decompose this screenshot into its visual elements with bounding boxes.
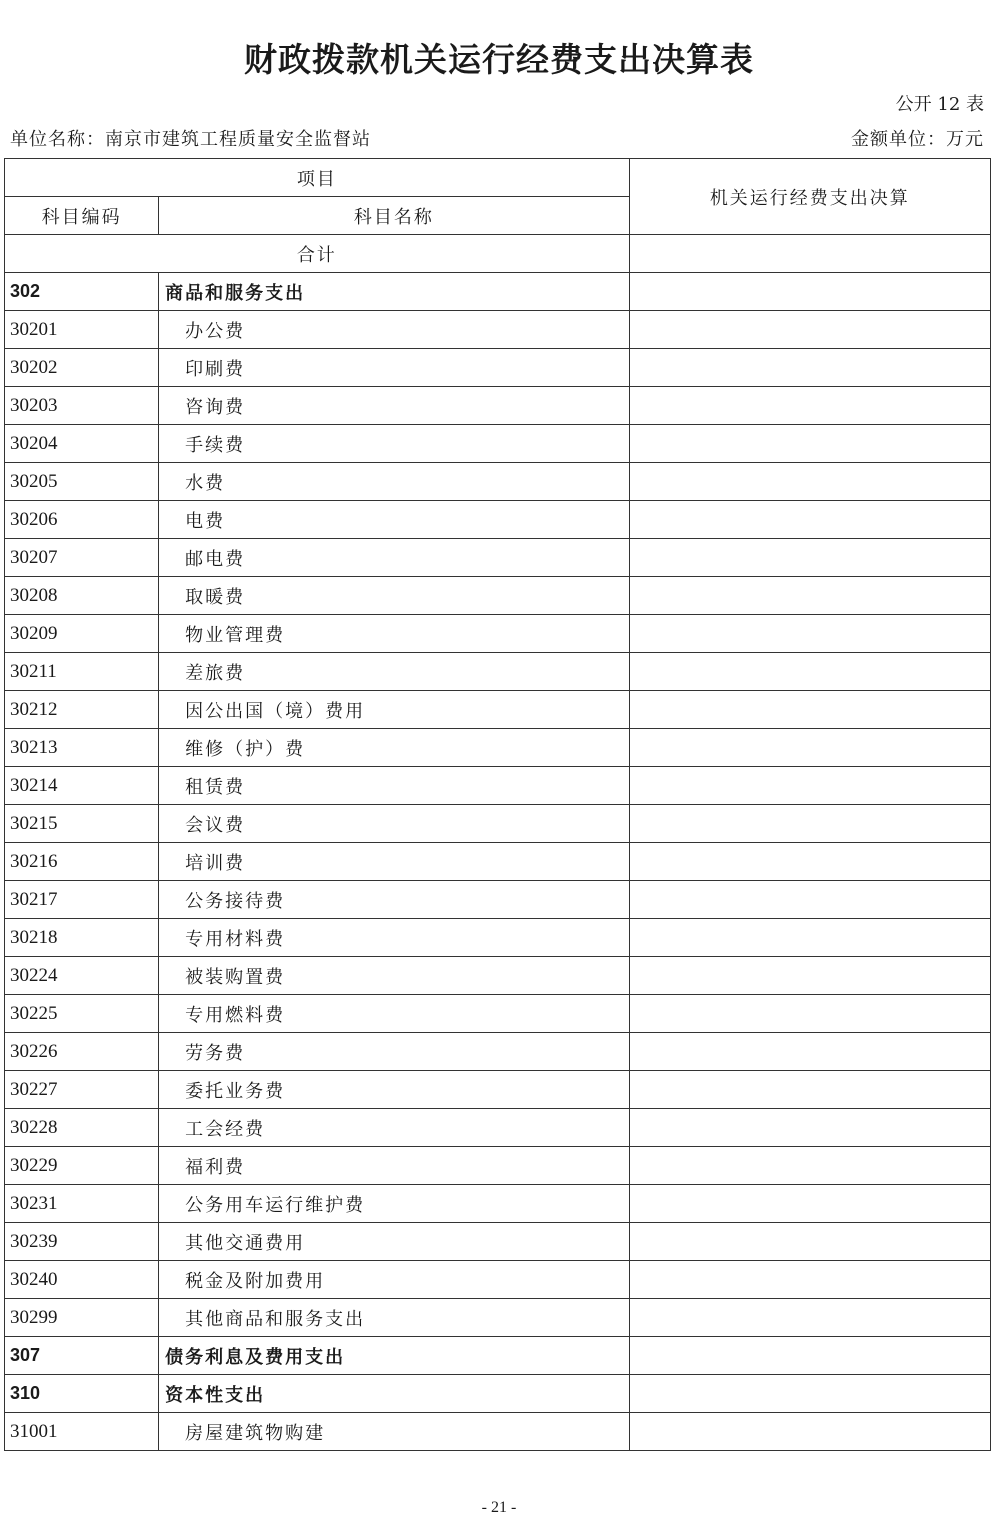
subject-code: 310 xyxy=(5,1375,159,1413)
subject-name: 公务接待费 xyxy=(159,881,629,919)
subject-code: 30201 xyxy=(5,311,159,349)
subject-name: 专用燃料费 xyxy=(159,995,629,1033)
subject-name: 专用材料费 xyxy=(159,919,629,957)
subject-code: 30215 xyxy=(5,805,159,843)
amount-cell xyxy=(629,539,990,577)
subject-name: 因公出国（境）费用 xyxy=(159,691,629,729)
subject-name: 维修（护）费 xyxy=(159,729,629,767)
subject-code: 30207 xyxy=(5,539,159,577)
subject-name: 债务利息及费用支出 xyxy=(159,1337,629,1375)
subject-name: 租赁费 xyxy=(159,767,629,805)
subject-name: 取暖费 xyxy=(159,577,629,615)
table-row xyxy=(5,1413,991,1451)
amount-cell xyxy=(629,1261,990,1299)
table-row xyxy=(5,729,991,767)
subject-name: 工会经费 xyxy=(159,1109,629,1147)
subject-code: 31001 xyxy=(5,1413,159,1451)
header-amount: 机关运行经费支出决算 xyxy=(629,159,990,235)
subject-code: 30214 xyxy=(5,767,159,805)
table-row xyxy=(5,957,991,995)
subject-code: 30217 xyxy=(5,881,159,919)
amount-cell xyxy=(629,729,990,767)
total-amount xyxy=(629,235,990,273)
total-row xyxy=(5,235,991,273)
subject-code: 307 xyxy=(5,1337,159,1375)
table-row xyxy=(5,1299,991,1337)
subject-name: 物业管理费 xyxy=(159,615,629,653)
form-number: 公开 12 表 xyxy=(895,94,984,115)
table-row xyxy=(5,767,991,805)
unit-info-line xyxy=(10,125,984,151)
amount-cell xyxy=(629,653,990,691)
unit-name: 单位名称：南京市建筑工程质量安全监督站 xyxy=(10,129,371,150)
subject-code: 30209 xyxy=(5,615,159,653)
table-row xyxy=(5,843,991,881)
amount-cell xyxy=(629,1147,990,1185)
table-row xyxy=(5,1071,991,1109)
amount-cell xyxy=(629,691,990,729)
amount-cell xyxy=(629,919,990,957)
header-row-1 xyxy=(5,159,991,197)
subject-code: 30202 xyxy=(5,349,159,387)
subject-name: 资本性支出 xyxy=(159,1375,629,1413)
subject-code: 30224 xyxy=(5,957,159,995)
table-row xyxy=(5,463,991,501)
subject-name: 商品和服务支出 xyxy=(159,273,629,311)
subject-code: 30205 xyxy=(5,463,159,501)
subject-name: 房屋建筑物购建 xyxy=(159,1413,629,1451)
table-row xyxy=(5,349,991,387)
subject-name: 被装购置费 xyxy=(159,957,629,995)
subject-name: 税金及附加费用 xyxy=(159,1261,629,1299)
subject-code: 30226 xyxy=(5,1033,159,1071)
amount-cell xyxy=(629,1375,990,1413)
amount-cell xyxy=(629,1223,990,1261)
header-name: 科目名称 xyxy=(159,197,629,235)
total-label: 合计 xyxy=(5,235,630,273)
subject-name: 电费 xyxy=(159,501,629,539)
table-row xyxy=(5,1375,991,1413)
subject-code: 30204 xyxy=(5,425,159,463)
amount-cell xyxy=(629,349,990,387)
table-row xyxy=(5,539,991,577)
subject-code: 30225 xyxy=(5,995,159,1033)
subject-name: 手续费 xyxy=(159,425,629,463)
amount-cell xyxy=(629,1033,990,1071)
amount-cell xyxy=(629,387,990,425)
subject-code: 30213 xyxy=(5,729,159,767)
subject-code: 302 xyxy=(5,273,159,311)
amount-cell xyxy=(629,463,990,501)
table-row xyxy=(5,425,991,463)
amount-cell xyxy=(629,577,990,615)
subject-name: 水费 xyxy=(159,463,629,501)
subject-code: 30227 xyxy=(5,1071,159,1109)
subject-name: 差旅费 xyxy=(159,653,629,691)
subject-name: 会议费 xyxy=(159,805,629,843)
table-row xyxy=(5,1185,991,1223)
subject-code: 30231 xyxy=(5,1185,159,1223)
table-row xyxy=(5,1033,991,1071)
table-row xyxy=(5,577,991,615)
table-row xyxy=(5,805,991,843)
subject-code: 30203 xyxy=(5,387,159,425)
page-title: 财政拨款机关运行经费支出决算表 xyxy=(244,40,754,79)
amount-cell xyxy=(629,1299,990,1337)
table-row xyxy=(5,1337,991,1375)
table-row xyxy=(5,1223,991,1261)
subject-code: 30228 xyxy=(5,1109,159,1147)
amount-cell xyxy=(629,615,990,653)
table-row xyxy=(5,273,991,311)
table-row xyxy=(5,387,991,425)
amount-cell xyxy=(629,767,990,805)
subject-code: 30229 xyxy=(5,1147,159,1185)
subject-name: 办公费 xyxy=(159,311,629,349)
table-row xyxy=(5,995,991,1033)
amount-cell xyxy=(629,1071,990,1109)
table-row xyxy=(5,919,991,957)
subject-code: 30239 xyxy=(5,1223,159,1261)
amount-cell xyxy=(629,881,990,919)
table-row xyxy=(5,501,991,539)
amount-cell xyxy=(629,311,990,349)
subject-code: 30212 xyxy=(5,691,159,729)
subject-code: 30299 xyxy=(5,1299,159,1337)
amount-cell xyxy=(629,805,990,843)
table-row xyxy=(5,1261,991,1299)
amount-cell xyxy=(629,501,990,539)
subject-name: 咨询费 xyxy=(159,387,629,425)
amount-cell xyxy=(629,957,990,995)
subject-name: 其他交通费用 xyxy=(159,1223,629,1261)
subject-code: 30208 xyxy=(5,577,159,615)
amount-cell xyxy=(629,1109,990,1147)
table-row xyxy=(5,615,991,653)
subject-name: 印刷费 xyxy=(159,349,629,387)
subject-name: 邮电费 xyxy=(159,539,629,577)
amount-cell xyxy=(629,1185,990,1223)
subject-code: 30216 xyxy=(5,843,159,881)
expense-table xyxy=(4,158,991,1451)
table-row xyxy=(5,691,991,729)
subject-name: 劳务费 xyxy=(159,1033,629,1071)
table-row xyxy=(5,881,991,919)
subject-name: 其他商品和服务支出 xyxy=(159,1299,629,1337)
table-row xyxy=(5,653,991,691)
amount-cell xyxy=(629,1337,990,1375)
subject-name: 培训费 xyxy=(159,843,629,881)
amount-cell xyxy=(629,1413,990,1451)
amount-unit: 金额单位：万元 xyxy=(851,129,984,150)
table-row xyxy=(5,1109,991,1147)
amount-cell xyxy=(629,273,990,311)
amount-cell xyxy=(629,995,990,1033)
table-row xyxy=(5,1147,991,1185)
header-code: 科目编码 xyxy=(5,197,159,235)
amount-cell xyxy=(629,425,990,463)
subject-code: 30218 xyxy=(5,919,159,957)
subject-code: 30240 xyxy=(5,1261,159,1299)
amount-cell xyxy=(629,843,990,881)
table-row xyxy=(5,311,991,349)
subject-name: 福利费 xyxy=(159,1147,629,1185)
subject-name: 公务用车运行维护费 xyxy=(159,1185,629,1223)
header-project: 项目 xyxy=(5,159,630,197)
subject-code: 30206 xyxy=(5,501,159,539)
subject-code: 30211 xyxy=(5,653,159,691)
page-number: - 21 - xyxy=(481,1499,517,1516)
subject-name: 委托业务费 xyxy=(159,1071,629,1109)
